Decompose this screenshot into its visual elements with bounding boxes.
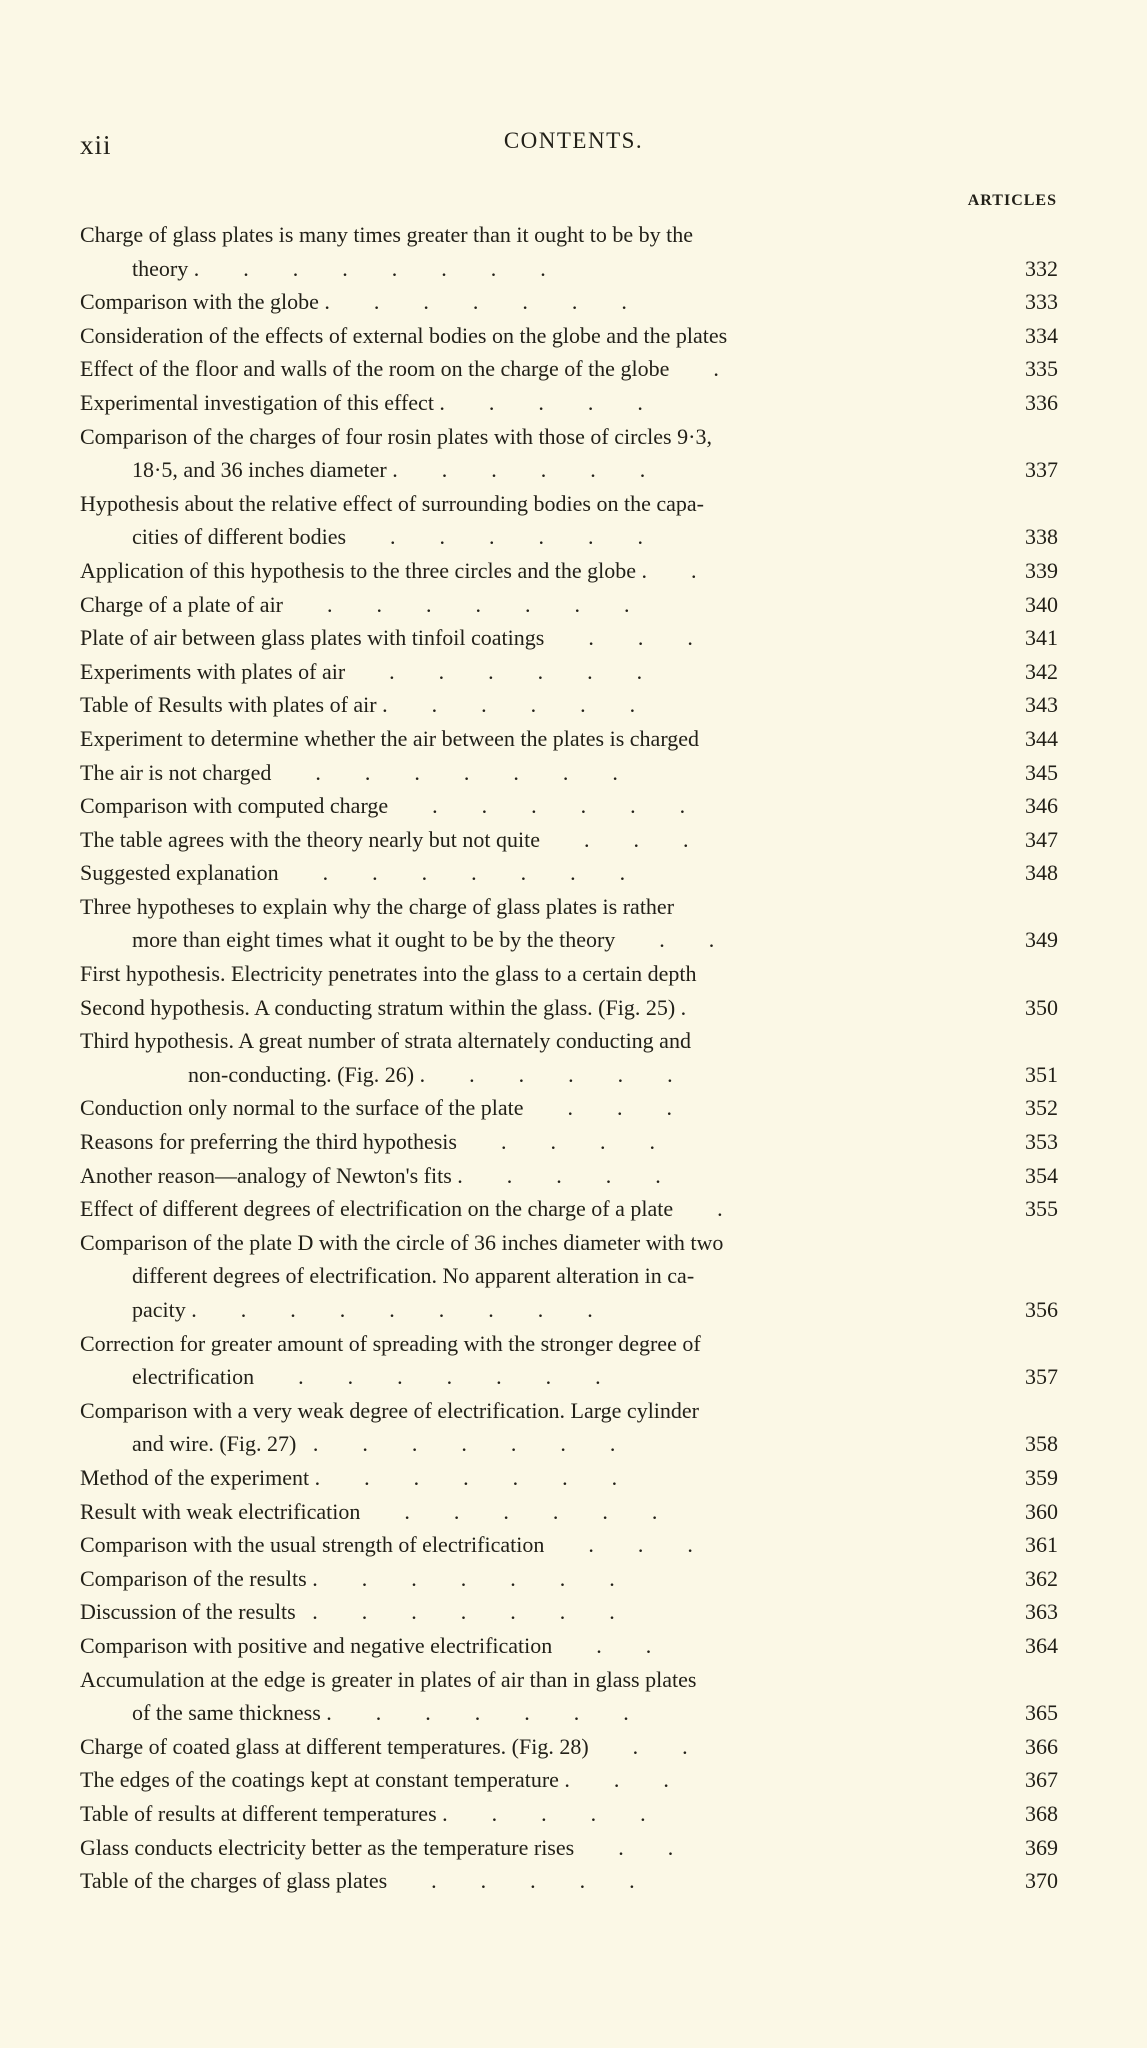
entry-line: Second hypothesis. A conducting stratum within the glass. (Fig. 25) . bbox=[80, 994, 687, 1020]
entry-line: different degrees of electrification. No apparent alteration in ca- bbox=[132, 1263, 695, 1289]
entry-line: Comparison of the results . . . . . . . bbox=[80, 1565, 615, 1591]
entry-line: First hypothesis. Electricity penetrates into the glass to a certain depth bbox=[80, 961, 697, 987]
article-number: 334 bbox=[1025, 322, 1058, 348]
entry-line: Table of results at different temperatures . . . . . bbox=[80, 1800, 646, 1826]
contents-entry bbox=[80, 1763, 1060, 1797]
contents-entry bbox=[80, 1730, 1060, 1764]
contents-entry bbox=[80, 1192, 1060, 1226]
article-number: 359 bbox=[1025, 1464, 1058, 1490]
entry-title bbox=[80, 756, 928, 790]
entry-line: Conduction only normal to the surface of the plate . . . bbox=[80, 1095, 673, 1121]
entry-line: non-conducting. (Fig. 26) . . . . . . bbox=[188, 1061, 673, 1087]
contents-entry bbox=[80, 352, 1060, 386]
entry-title bbox=[80, 621, 928, 655]
article-number: 363 bbox=[1025, 1599, 1058, 1625]
contents-entry bbox=[80, 588, 1060, 622]
article-number: 351 bbox=[1025, 1061, 1058, 1087]
entry-line: Effect of different degrees of electrification on the charge of a plate . bbox=[80, 1196, 723, 1222]
contents-entry bbox=[80, 1595, 1060, 1629]
entry-title bbox=[80, 1562, 928, 1596]
entry-title bbox=[80, 487, 928, 554]
entry-title bbox=[80, 722, 928, 756]
page-number: xii bbox=[80, 130, 112, 160]
article-number: 354 bbox=[1025, 1162, 1058, 1188]
entry-line: Experimental investigation of this effect . . . . . bbox=[80, 389, 643, 415]
article-number: 356 bbox=[1025, 1297, 1058, 1322]
contents-entry bbox=[80, 688, 1060, 722]
article-number: 348 bbox=[1025, 860, 1058, 886]
entry-line: Comparison with computed charge . . . . . . bbox=[80, 793, 686, 819]
entry-line: Three hypotheses to explain why the charge of glass plates is rather bbox=[80, 893, 675, 919]
entry-line: Comparison with positive and negative electrification . . bbox=[80, 1632, 652, 1658]
entry-title bbox=[80, 1024, 928, 1091]
entry-line: Discussion of the results . . . . . . . bbox=[80, 1599, 615, 1625]
entry-line: Result with weak electrification . . . . . . bbox=[80, 1498, 658, 1524]
entry-line: Comparison of the charges of four rosin plates with those of circles 9·3, bbox=[80, 423, 712, 449]
entry-line: Experiments with plates of air . . . . . . bbox=[80, 658, 643, 684]
entry-title bbox=[80, 1864, 928, 1898]
article-number: 362 bbox=[1025, 1565, 1058, 1591]
contents-list bbox=[80, 218, 1060, 1898]
contents-entry bbox=[80, 386, 1060, 420]
article-number: 336 bbox=[1025, 389, 1058, 415]
entry-title bbox=[80, 352, 928, 386]
contents-entry bbox=[80, 554, 1060, 588]
entry-line: Plate of air between glass plates with tinfoil coatings . . . bbox=[80, 625, 693, 651]
entry-line: Reasons for preferring the third hypothesis . . . . bbox=[80, 1129, 655, 1155]
entry-title bbox=[80, 1495, 928, 1529]
entry-line: The table agrees with the theory nearly but not quite . . . bbox=[80, 826, 689, 852]
entry-title bbox=[80, 789, 928, 823]
article-number: 353 bbox=[1025, 1129, 1058, 1155]
entry-title bbox=[80, 1394, 928, 1461]
article-number: 333 bbox=[1025, 289, 1058, 315]
entry-title bbox=[80, 856, 928, 890]
entry-title bbox=[80, 1831, 928, 1865]
contents-entry bbox=[80, 856, 1060, 890]
article-number: 337 bbox=[1025, 457, 1058, 483]
entry-line: Charge of a plate of air . . . . . . . bbox=[80, 591, 630, 617]
contents-entry bbox=[80, 756, 1060, 790]
entry-line: Table of the charges of glass plates . . . . . bbox=[80, 1868, 635, 1894]
entry-line: and wire. (Fig. 27) . . . . . . . bbox=[132, 1431, 616, 1457]
entry-line: Comparison with the usual strength of electrification . . . bbox=[80, 1532, 693, 1558]
entry-line: pacity . . . . . . . . . bbox=[132, 1297, 593, 1322]
entry-line: Suggested explanation . . . . . . . bbox=[80, 860, 626, 886]
entry-line: Charge of glass plates is many times greater than it ought to be by the bbox=[80, 222, 694, 247]
entry-line: Consideration of the effects of external bodies on the globe and the plates bbox=[80, 322, 728, 348]
contents-entry bbox=[80, 1562, 1060, 1596]
article-number: 355 bbox=[1025, 1196, 1058, 1222]
entry-line: Accumulation at the edge is greater in plates of air than in glass plates bbox=[80, 1666, 697, 1692]
entry-title bbox=[80, 1663, 928, 1730]
entry-title bbox=[80, 1629, 928, 1663]
entry-title bbox=[80, 1192, 928, 1226]
article-number: 345 bbox=[1025, 759, 1058, 785]
article-number: 335 bbox=[1025, 356, 1058, 382]
entry-line: electrification . . . . . . . bbox=[132, 1364, 601, 1390]
contents-entry bbox=[80, 823, 1060, 857]
entry-line: Application of this hypothesis to the three circles and the globe . . bbox=[80, 557, 697, 583]
entry-title bbox=[80, 218, 928, 285]
entry-line: Comparison of the plate D with the circle of 36 inches diameter with two bbox=[80, 1229, 724, 1255]
contents-entry bbox=[80, 1528, 1060, 1562]
entry-title bbox=[80, 1595, 928, 1629]
contents-entry bbox=[80, 487, 1060, 554]
entry-title bbox=[80, 1125, 928, 1159]
entry-line: Correction for greater amount of spreading with the stronger degree of bbox=[80, 1330, 701, 1356]
contents-entry bbox=[80, 1663, 1060, 1730]
entry-title bbox=[80, 688, 928, 722]
contents-entry bbox=[80, 1226, 1060, 1327]
entry-line: theory . . . . . . . . bbox=[132, 255, 546, 281]
entry-line: Charge of coated glass at different temperatures. (Fig. 28) . . bbox=[80, 1733, 688, 1759]
contents-entry bbox=[80, 1159, 1060, 1193]
entry-title bbox=[80, 1461, 928, 1495]
article-number: 366 bbox=[1025, 1733, 1058, 1759]
article-number: 364 bbox=[1025, 1632, 1058, 1658]
entry-title bbox=[80, 554, 928, 588]
article-number: 332 bbox=[1025, 255, 1058, 281]
entry-title bbox=[80, 1528, 928, 1562]
entry-line: Comparison with a very weak degree of electrification. Large cylinder bbox=[80, 1397, 700, 1423]
article-number: 349 bbox=[1025, 927, 1058, 953]
contents-entry bbox=[80, 285, 1060, 319]
article-number: 352 bbox=[1025, 1095, 1058, 1121]
contents-entry bbox=[80, 789, 1060, 823]
entry-title bbox=[80, 1327, 928, 1394]
contents-entry bbox=[80, 1394, 1060, 1461]
contents-entry bbox=[80, 1024, 1060, 1091]
entry-line: Method of the experiment . . . . . . . bbox=[80, 1464, 618, 1490]
entry-title bbox=[80, 1159, 928, 1193]
entry-line: Table of Results with plates of air . . . . . . bbox=[80, 692, 636, 718]
article-number: 365 bbox=[1025, 1700, 1058, 1726]
article-number: 342 bbox=[1025, 658, 1058, 684]
article-number: 341 bbox=[1025, 625, 1058, 651]
entry-title bbox=[80, 319, 928, 353]
entry-title bbox=[80, 1226, 928, 1327]
entry-title bbox=[80, 1763, 928, 1797]
entry-line: Glass conducts electricity better as the temperature rises . . bbox=[80, 1834, 674, 1860]
contents-entry bbox=[80, 218, 1060, 285]
article-number: 339 bbox=[1025, 557, 1058, 583]
entry-line: Third hypothesis. A great number of strata alternately conducting and bbox=[80, 1028, 691, 1054]
entry-title bbox=[80, 386, 928, 420]
entry-title bbox=[80, 823, 928, 857]
contents-entry bbox=[80, 621, 1060, 655]
contents-entry bbox=[80, 655, 1060, 689]
contents-entry bbox=[80, 1629, 1060, 1663]
contents-entry bbox=[80, 420, 1060, 487]
contents-entry bbox=[80, 1495, 1060, 1529]
entry-line: The air is not charged . . . . . . . bbox=[80, 759, 618, 785]
entry-title bbox=[80, 890, 928, 957]
article-number: 360 bbox=[1025, 1498, 1058, 1524]
entry-title bbox=[80, 588, 928, 622]
article-number: 350 bbox=[1025, 994, 1058, 1020]
article-number: 347 bbox=[1025, 826, 1058, 852]
entry-line: of the same thickness . . . . . . . bbox=[132, 1700, 629, 1726]
article-number: 340 bbox=[1025, 591, 1058, 617]
article-number: 344 bbox=[1025, 725, 1058, 751]
contents-entry bbox=[80, 1091, 1060, 1125]
contents-entry bbox=[80, 957, 1060, 991]
article-number: 369 bbox=[1025, 1834, 1058, 1860]
entry-title bbox=[80, 1797, 928, 1831]
entry-title bbox=[80, 285, 928, 319]
entry-line: Another reason—analogy of Newton's fits . . . . . bbox=[80, 1162, 661, 1188]
entry-line: more than eight times what it ought to be by the theory . . bbox=[132, 927, 715, 953]
article-number: 338 bbox=[1025, 524, 1058, 550]
article-number: 358 bbox=[1025, 1431, 1058, 1457]
entry-line: cities of different bodies . . . . . . bbox=[132, 524, 644, 550]
contents-entry bbox=[80, 1125, 1060, 1159]
article-number: 361 bbox=[1025, 1532, 1058, 1558]
entry-line: Effect of the floor and walls of the room on the charge of the globe . bbox=[80, 356, 719, 382]
article-number: 357 bbox=[1025, 1364, 1058, 1390]
articles-column-header: ARTICLES bbox=[967, 192, 1057, 209]
entry-line: The edges of the coatings kept at constant temperature . . . bbox=[80, 1767, 669, 1793]
entry-line: Experiment to determine whether the air between the plates is charged bbox=[80, 725, 700, 751]
contents-entry bbox=[80, 1461, 1060, 1495]
article-number: 368 bbox=[1025, 1800, 1058, 1826]
contents-entry bbox=[80, 991, 1060, 1025]
article-number: 343 bbox=[1025, 692, 1058, 718]
entry-title bbox=[80, 957, 928, 991]
entry-line: 18·5, and 36 inches diameter . . . . . . bbox=[132, 457, 646, 483]
entry-title bbox=[80, 655, 928, 689]
article-number: 346 bbox=[1025, 793, 1058, 819]
entry-title bbox=[80, 991, 928, 1025]
contents-entry bbox=[80, 1864, 1060, 1898]
entry-title bbox=[80, 420, 928, 487]
contents-entry bbox=[80, 1797, 1060, 1831]
entry-line: Comparison with the globe . . . . . . . bbox=[80, 289, 627, 315]
article-number: 370 bbox=[1025, 1868, 1058, 1894]
contents-entry bbox=[80, 1327, 1060, 1394]
entry-title bbox=[80, 1091, 928, 1125]
entry-line: Hypothesis about the relative effect of surrounding bodies on the capa- bbox=[80, 490, 704, 516]
contents-entry bbox=[80, 722, 1060, 756]
entry-title bbox=[80, 1730, 928, 1764]
page-title: CONTENTS. bbox=[503, 128, 644, 153]
contents-entry bbox=[80, 1831, 1060, 1865]
contents-entry bbox=[80, 319, 1060, 353]
contents-entry bbox=[80, 890, 1060, 957]
article-number: 367 bbox=[1025, 1767, 1058, 1793]
